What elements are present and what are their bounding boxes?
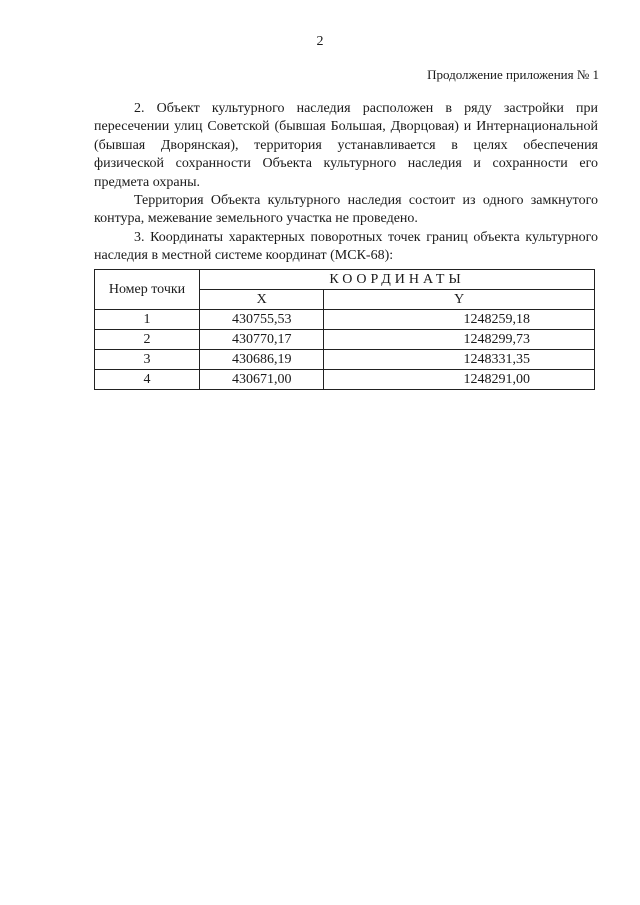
paragraph-coordinates-intro: 3. Координаты характерных поворотных точек границ объекта культурного наследия в местной системе координат (МСК-68): (94, 229, 598, 264)
coordinates-header: КООРДИНАТЫ (200, 270, 595, 290)
table-row (95, 350, 595, 370)
y-value: 1248291,00 (324, 370, 595, 390)
point-number-header: Номер точки (95, 270, 200, 310)
point-number: 2 (95, 330, 200, 350)
coordinates-table (94, 269, 595, 390)
x-value: 430686,19 (200, 350, 324, 370)
point-number: 4 (95, 370, 200, 390)
table-header-row (95, 270, 595, 290)
y-value: 1248259,18 (324, 310, 595, 330)
paragraph-territory: Территория Объекта культурного наследия состоит из одного замкнутого контура, межевание земельного участка не проведено. (94, 193, 598, 227)
x-value: 430770,17 (200, 330, 324, 350)
x-value: 430755,53 (200, 310, 324, 330)
page-number: 2 (316, 34, 324, 49)
continuation-label: Продолжение приложения № 1 (427, 67, 599, 82)
y-header: Y (324, 290, 595, 310)
table-row (95, 330, 595, 350)
point-number: 1 (95, 310, 200, 330)
point-number: 3 (95, 350, 200, 370)
x-value: 430671,00 (200, 370, 324, 390)
table-row (95, 310, 595, 330)
y-value: 1248299,73 (324, 330, 595, 350)
paragraph-object-location: 2. Объект культурного наследия расположен в ряду застройки при пересечении улиц Советской (бывшая Большая, Дворцовая) и Интернациональной (бывшая Дворянская), территория устанавливается в целях обеспечения физической сохранности Объекта культурного наследия и сохранности его предмета охраны. (94, 101, 598, 190)
x-header: X (200, 290, 324, 310)
y-value: 1248331,35 (324, 350, 595, 370)
body-text (94, 100, 598, 266)
table-row (95, 370, 595, 390)
